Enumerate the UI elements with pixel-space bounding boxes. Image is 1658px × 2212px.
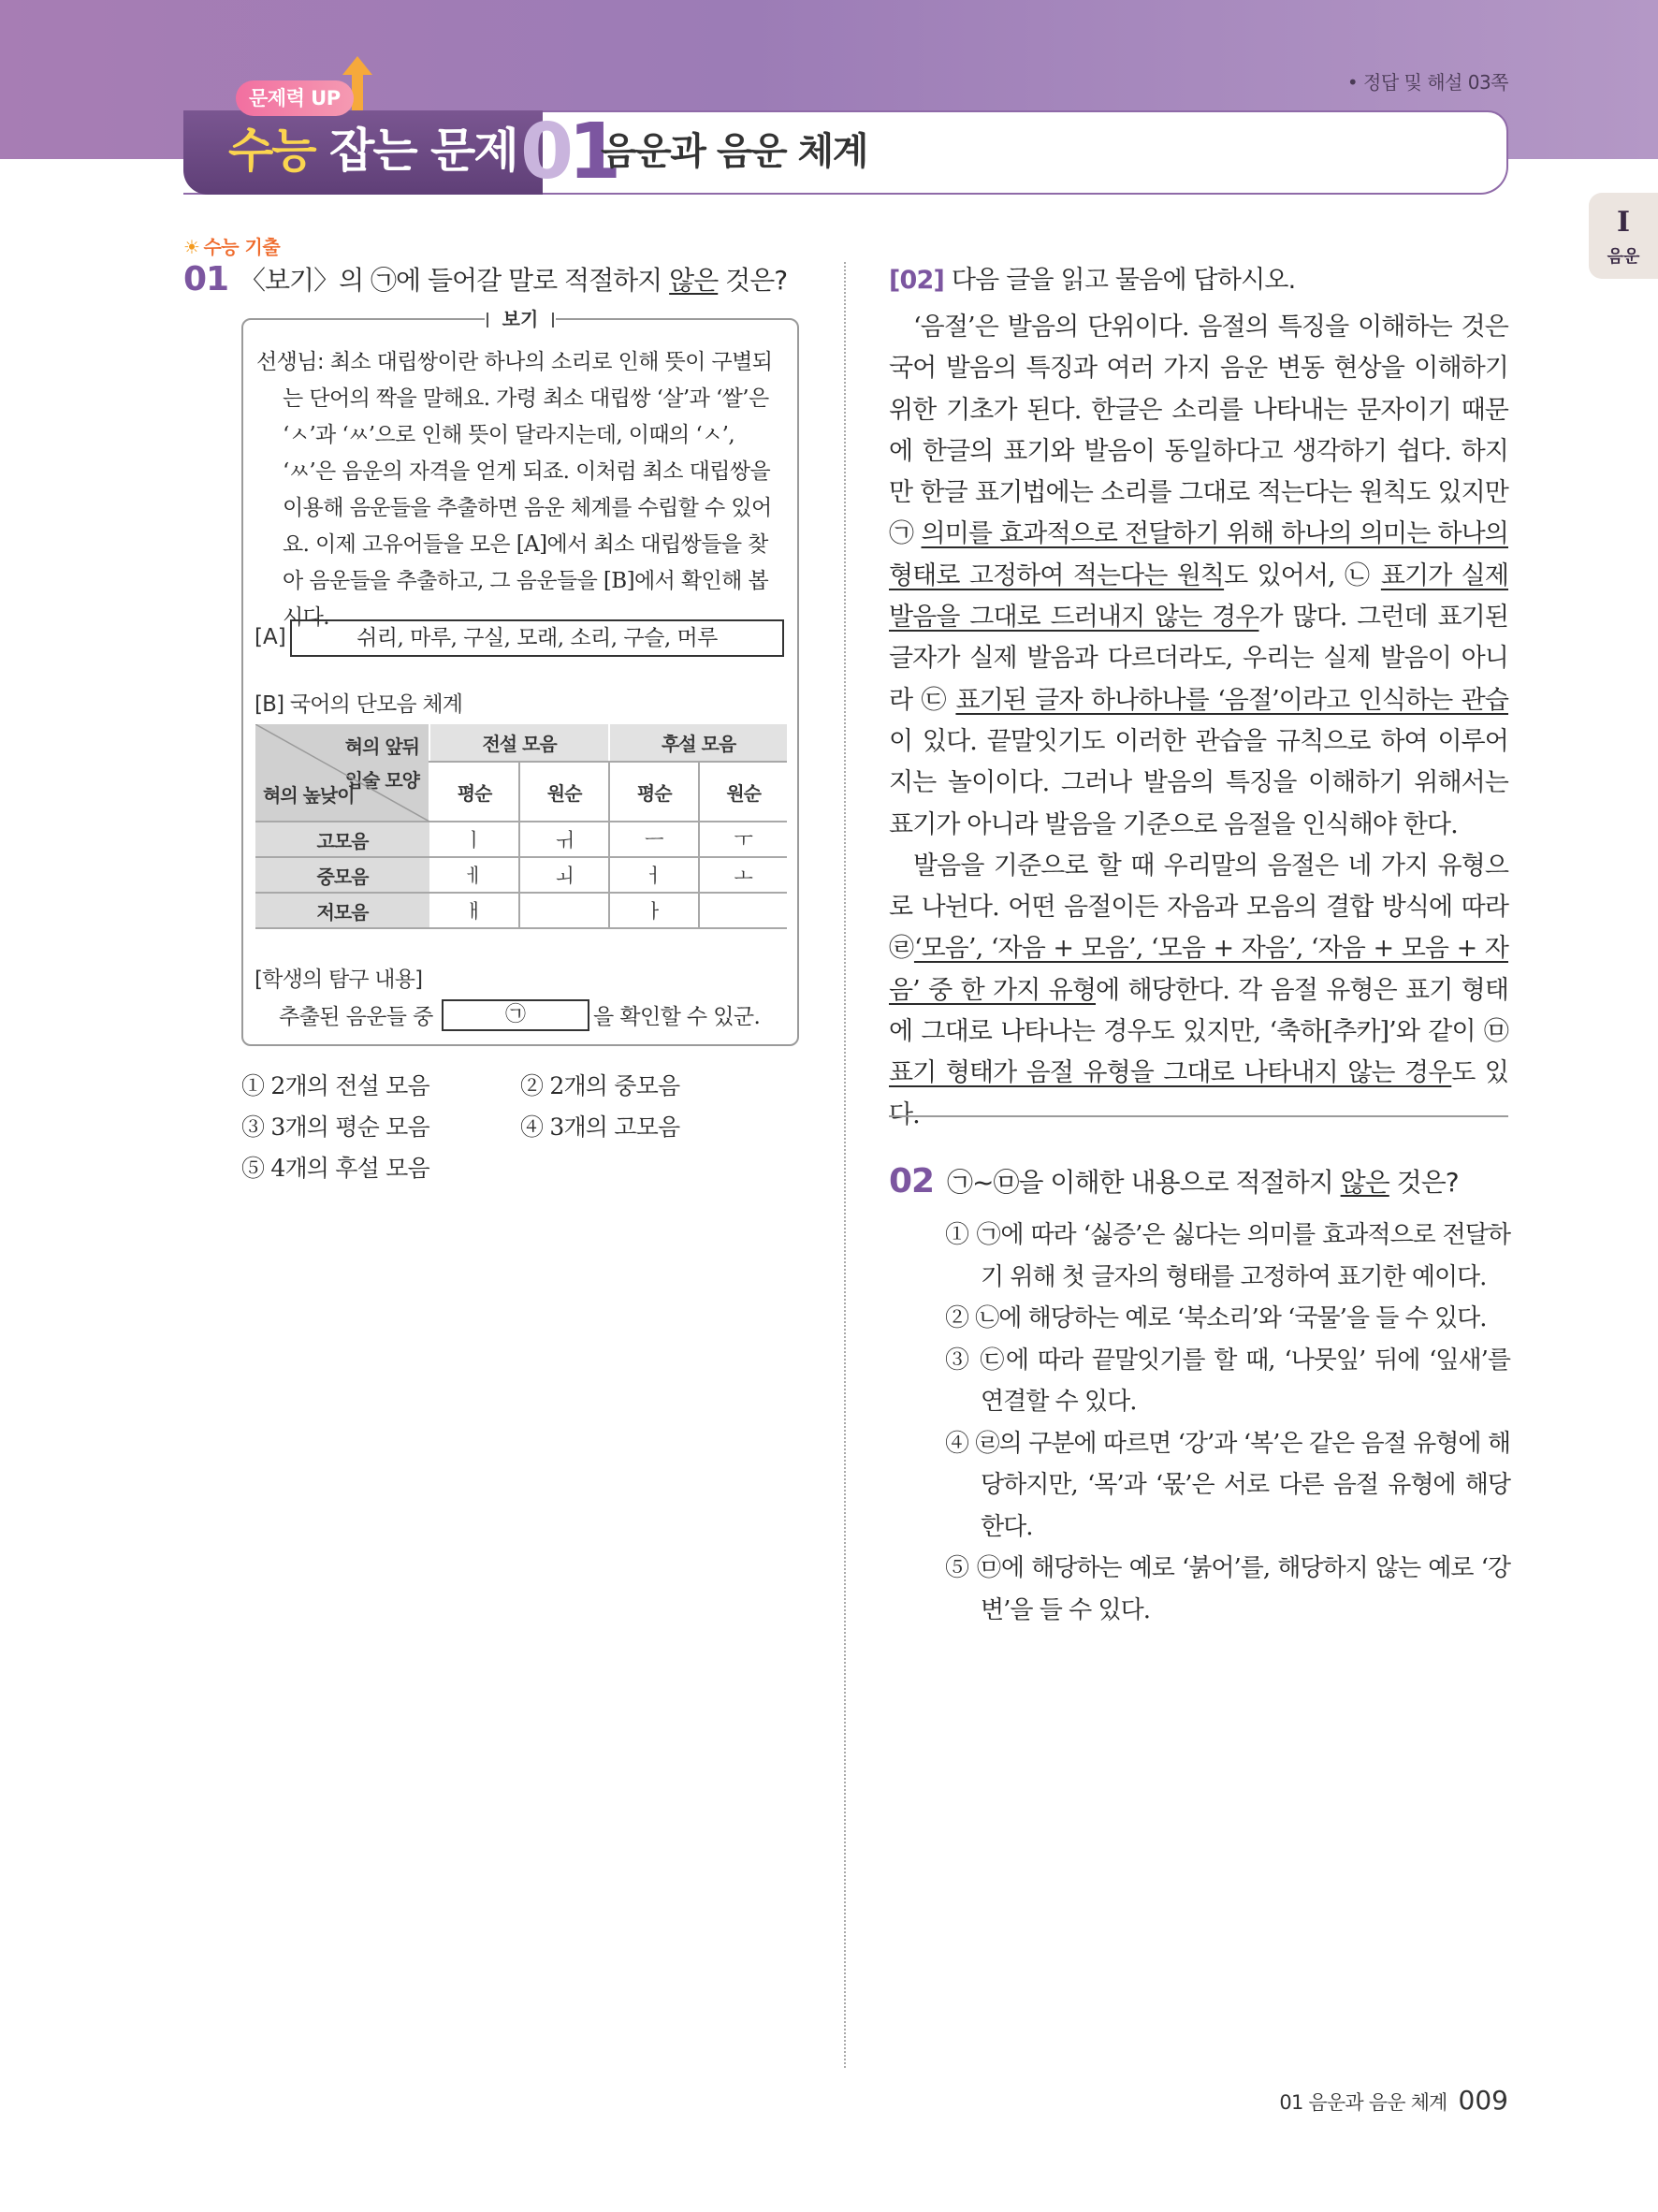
question-02-options <box>945 1215 1510 1631</box>
stem-text-end: 것은? <box>718 265 788 296</box>
vowel-cell: ㅓ <box>609 857 699 893</box>
table-row <box>255 822 787 857</box>
header-back-vowel: 후설 모음 <box>609 724 787 762</box>
question-stem-01 <box>240 262 787 299</box>
vowel-cell: ㅐ <box>429 893 519 928</box>
word-list-box: 쉬리, 마루, 구실, 모래, 소리, 구슬, 머루 <box>290 619 784 657</box>
underlined-phrase-3: 표기된 글자 하나하나를 ‘음절’이라고 인식하는 관습 <box>955 685 1508 715</box>
row-label: 고모음 <box>255 822 429 857</box>
page-footer <box>1279 2085 1508 2116</box>
answer-reference: • 정답 및 해설 03쪽 <box>1346 71 1508 94</box>
vowel-cell: ㅜ <box>699 822 787 857</box>
chapter-number-one: 1 <box>568 108 617 196</box>
student-inquiry-text: 추출된 음운들 중 <box>279 1005 433 1029</box>
table-corner-header <box>255 724 429 822</box>
passage-paragraph-2 <box>889 846 1508 1136</box>
csat-tag-text: 수능 기출 <box>203 236 281 258</box>
answer-option-3[interactable]: ③ ㉢에 따라 끝말잇기를 할 때, ‘나뭇잎’ 뒤에 ‘잎새’를 연결할 수 있다. <box>945 1346 1510 1416</box>
section-title-rest: 잡는 문제 <box>314 124 517 178</box>
speaker-label: 선생님: <box>256 350 325 374</box>
corner-height: 혀의 높낮이 <box>263 784 355 807</box>
question-stem-02 <box>947 1164 1459 1201</box>
table-row <box>255 893 787 928</box>
header-rounded: 원순 <box>699 762 787 822</box>
a-label: [A] <box>255 625 286 649</box>
passage-text: 도 있어서, ㉡ <box>1224 560 1381 590</box>
answer-blank: ㉠ <box>442 999 589 1031</box>
bogi-label: 보기 <box>485 305 556 333</box>
answer-choice-5[interactable]: ⑤ 4개의 후설 모음 <box>241 1155 429 1182</box>
passage-text: 가 많다. 그런데 표기된 글자가 실제 발음과 다르더라도, 우리는 실제 발음이 아니라 ㉢ <box>889 603 1508 715</box>
header-rounded: 원순 <box>519 762 609 822</box>
answer-option-1[interactable]: ① ㉠에 따라 ‘싫증’은 싫다는 의미를 효과적으로 전달하기 위해 첫 글자의 형태를 고정하여 표기한 예이다. <box>945 1221 1510 1291</box>
vowel-system-table <box>255 724 787 929</box>
table-row <box>255 857 787 893</box>
row-label: 중모음 <box>255 857 429 893</box>
section-separator <box>889 1115 1508 1117</box>
unit-roman-numeral: I <box>1616 206 1631 239</box>
chapter-number-zero: 0 <box>520 108 569 196</box>
header-front-vowel: 전설 모음 <box>429 724 609 762</box>
stem-text-end: 것은? <box>1389 1167 1459 1198</box>
passage-text: ‘음절’은 발음의 단위이다. 음절의 특징을 이해하는 것은 국어 발음의 특징과 여러 가지 음운 변동 현상을 이해하기 위한 기초가 된다. 한글은 소리를 나타내는 문자이기 때문에 한글의 표기와 발음이 동일하다고 생각하기 쉽다. 하지만 한글 표기법에는 소리를 그대로 적는다는 원칙도 있지만 ㉠ <box>889 313 1508 549</box>
answer-option-2[interactable]: ② ㉡에 해당하는 예로 ‘북소리’와 ‘국물’을 들 수 있다. <box>945 1304 1487 1332</box>
vowel-cell: ㅟ <box>519 822 609 857</box>
unit-side-tab[interactable] <box>1589 193 1658 279</box>
question-number-02: 02 <box>889 1162 935 1201</box>
unit-label: 음운 <box>1607 247 1640 267</box>
answer-choice-3[interactable]: ③ 3개의 평순 모음 <box>241 1113 429 1141</box>
csat-past-tag <box>183 232 280 259</box>
passage-instruction <box>889 262 1295 299</box>
passage-text: 발음을 기준으로 할 때 우리말의 음절은 네 가지 유형으로 나뉜다. 어떤 음절이든 자음과 모음의 결합 방식에 따라 ㉣ <box>889 851 1508 964</box>
vowel-cell: ㅡ <box>609 822 699 857</box>
answer-option-5[interactable]: ⑤ ㉤에 해당하는 예로 ‘붉어’를, 해당하지 않는 예로 ‘강변’을 들 수 있다. <box>945 1554 1510 1624</box>
section-title-accent: 수능 <box>228 124 315 178</box>
answer-choice-4[interactable]: ④ 3개의 고모음 <box>520 1113 680 1141</box>
student-inquiry-tail: 을 확인할 수 있군. <box>593 1005 761 1029</box>
stem-underlined: 않은 <box>669 265 719 296</box>
underlined-phrase-1: 의미를 효과적으로 전달하기 위해 하나의 의미는 하나의 형태로 고정하여 적는다는 원칙 <box>889 519 1508 590</box>
page-number: 009 <box>1458 2085 1508 2116</box>
vowel-cell <box>699 893 787 928</box>
vowel-cell: ㅚ <box>519 857 609 893</box>
passage-paragraph-1 <box>889 307 1508 846</box>
passage-text: 이 있다. 끝말잇기도 이러한 관습을 규칙으로 하여 이루어지는 놀이이다. 그러나 발음의 특징을 이해하기 위해서는 표기가 아니라 발음을 기준으로 음절을 인식해야 한다. <box>889 726 1508 839</box>
passage-tag: [02] <box>889 266 945 295</box>
corner-front-back: 혀의 앞뒤 <box>344 735 419 758</box>
b-label: [B] 국어의 단모음 체계 <box>255 692 463 717</box>
vowel-cell: ㅣ <box>429 822 519 857</box>
section-title <box>228 118 517 183</box>
passage-text: 도 있다. <box>889 1058 1508 1129</box>
passage-text: 에 해당한다. 각 음절 유형은 표기 형태에 그대로 나타나는 경우도 있지만, ‘축하[추카]’와 같이 ㉤ <box>889 975 1509 1047</box>
vowel-cell: ㅗ <box>699 857 787 893</box>
answer-option-4[interactable]: ④ ㉣의 구분에 따르면 ‘강’과 ‘복’은 같은 음절 유형에 해당하지만, ‘목’과 ‘몫’은 서로 다른 음절 유형에 해당한다. <box>945 1429 1510 1541</box>
sun-icon: ☀ <box>183 236 200 258</box>
vowel-cell: ㅔ <box>429 857 519 893</box>
column-divider <box>844 262 846 2068</box>
student-inquiry-label: [학생의 탐구 내용] <box>255 968 423 992</box>
answer-choice-2[interactable]: ② 2개의 중모음 <box>520 1072 680 1099</box>
row-label: 저모음 <box>255 893 429 928</box>
instruction-text: 다음 글을 읽고 물음에 답하시오. <box>944 266 1296 295</box>
vowel-cell <box>519 893 609 928</box>
header-unrounded: 평순 <box>609 762 699 822</box>
question-number-01: 01 <box>183 260 229 298</box>
stem-text: ㉠~㉤을 이해한 내용으로 적절하지 <box>947 1167 1341 1198</box>
section-badge: 문제력 UP <box>236 80 354 116</box>
header-unrounded: 평순 <box>429 762 519 822</box>
teacher-text: 최소 대립쌍이란 하나의 소리로 인해 뜻이 구별되는 단어의 짝을 말해요. 가령 최소 대립쌍 ‘살’과 ‘쌀’은 ‘ㅅ’과 ‘ㅆ’으로 인해 뜻이 달라지는데, 이때의 ‘ㅅ’, ‘ㅆ’은 음운의 자격을 얻게 되죠. 이처럼 최소 대립쌍을 이용해 음운들을 추출하면 음운 체계를 수립할 수 있어요. 이제 고유어들을 모은 [A]에서 최소 대립쌍들을 찾아 음운들을 추출하고, 그 음운들을 [B]에서 확인해 봅시다. <box>283 350 773 630</box>
teacher-dialogue <box>256 344 786 636</box>
diagonal-line-icon <box>255 724 429 822</box>
underlined-phrase-4: ‘모음’, ‘자음 + 모음’, ‘모음 + 자음’, ‘자음 + 모음 + 자음’ 중 한 가지 유형 <box>889 934 1508 1005</box>
reading-passage <box>889 307 1508 1136</box>
underlined-phrase-2: 표기가 실제 발음을 그대로 드러내지 않는 경우 <box>889 560 1509 633</box>
chapter-title: 음운과 음운 체계 <box>601 130 867 173</box>
footer-section: 01 음운과 음운 체계 <box>1279 2091 1447 2114</box>
corner-lip-shape: 입술 모양 <box>344 769 419 792</box>
stem-text: 〈보기〉의 ㉠에 들어갈 말로 적절하지 <box>240 265 670 296</box>
stem-underlined: 않은 <box>1340 1167 1389 1198</box>
vowel-cell: ㅏ <box>609 893 699 928</box>
answer-choice-1[interactable]: ① 2개의 전설 모음 <box>241 1072 429 1099</box>
underlined-phrase-5: 표기 형태가 음절 유형을 그대로 나타내지 않는 경우 <box>889 1058 1452 1088</box>
